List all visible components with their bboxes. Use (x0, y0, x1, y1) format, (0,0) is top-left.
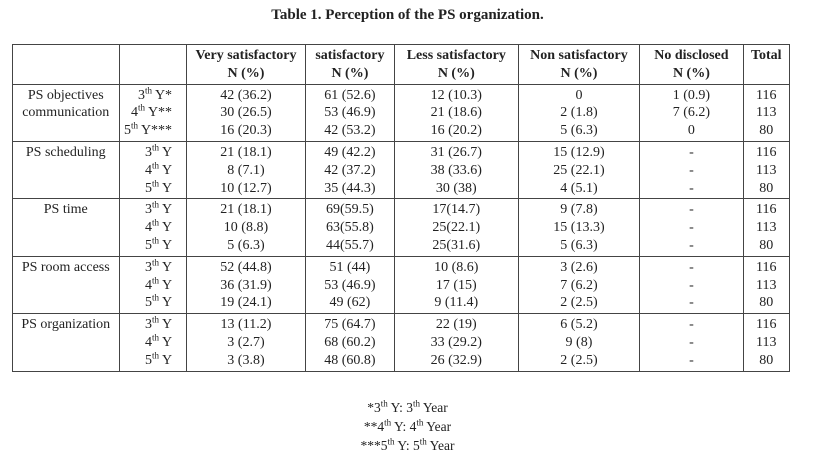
cell-value: - (689, 352, 694, 368)
cell-value: 26 (32.9) (430, 352, 482, 368)
cell-value: 51 (44) (329, 259, 371, 275)
cell-value: 38 (33.6) (430, 162, 482, 178)
cell-very-satisfactory (187, 84, 306, 141)
cell-value: 1 (0.9) (672, 87, 711, 103)
cell-value: 113 (756, 162, 777, 178)
row-label-line: PS room access (21, 259, 110, 275)
header-empty-label (13, 45, 120, 85)
row-label-line: PS scheduling (25, 144, 106, 160)
cell-value: 116 (756, 87, 777, 103)
cell-value: 6 (5.2) (560, 317, 598, 333)
cell-value: 4 (5.1) (560, 180, 598, 196)
header-total: Total (743, 45, 790, 85)
row-label-line: PS time (43, 202, 88, 218)
cell-less-satisfactory (394, 141, 518, 198)
cell-less-satisfactory (394, 199, 518, 256)
cell-value: 19 (24.1) (220, 295, 272, 311)
footnote-line: *3th Y: 3th Year (367, 398, 448, 415)
cell-very-satisfactory (187, 256, 306, 313)
cell-value: 42 (36.2) (220, 87, 272, 103)
cell-value: 0 (687, 123, 695, 139)
cell-no-disclosed (640, 256, 743, 313)
table-row (13, 199, 790, 256)
year-label: 3th Y (144, 314, 173, 333)
cell-value: 21 (18.1) (220, 202, 272, 218)
cell-value: 80 (759, 295, 774, 311)
cell-non-satisfactory (518, 141, 640, 198)
cell-value: 25 (22.1) (553, 162, 605, 178)
cell-value: - (689, 202, 694, 218)
cell-value: 15 (13.3) (553, 220, 605, 236)
cell-value: 12 (10.3) (430, 87, 482, 103)
cell-value: 44(55.7) (326, 237, 374, 253)
cell-very-satisfactory (187, 199, 306, 256)
cell-value: 116 (756, 259, 777, 275)
header-very-satisfactory: Very satisfactory N (%) (187, 45, 306, 85)
cell-value: 8 (7.1) (227, 162, 265, 178)
cell-value: 42 (37.2) (324, 162, 376, 178)
table-row (13, 314, 790, 371)
cell-value: 63(55.8) (326, 220, 374, 236)
cell-value: 80 (759, 123, 774, 139)
cell-value: 116 (756, 317, 777, 333)
cell-no-disclosed (640, 314, 743, 371)
row-label (13, 314, 120, 371)
cell-value: 10 (8.8) (223, 220, 269, 236)
cell-non-satisfactory (518, 84, 640, 141)
table-row (13, 256, 790, 313)
cell-total (743, 199, 790, 256)
cell-value: - (689, 220, 694, 236)
cell-value: 35 (44.3) (324, 180, 376, 196)
cell-value: 3 (2.7) (227, 334, 265, 350)
cell-value: 17(14.7) (432, 202, 481, 218)
cell-value: - (689, 334, 694, 350)
cell-value: 21 (18.1) (220, 144, 272, 160)
cell-value: 0 (575, 87, 583, 103)
cell-very-satisfactory (187, 314, 306, 371)
cell-value: - (689, 259, 694, 275)
cell-value: 113 (756, 334, 777, 350)
cell-value: 80 (759, 352, 774, 368)
cell-value: - (689, 180, 694, 196)
cell-total (743, 314, 790, 371)
cell-value: - (689, 295, 694, 311)
cell-value: 7 (6.2) (672, 105, 711, 121)
row-label (13, 84, 120, 141)
cell-less-satisfactory (394, 256, 518, 313)
header-less-satisfactory: Less satisfactory N (%) (394, 45, 518, 85)
year-label: 3th Y* (137, 84, 173, 103)
cell-satisfactory (305, 199, 394, 256)
cell-value: 75 (64.7) (324, 317, 376, 333)
cell-value: 30 (26.5) (220, 105, 272, 121)
cell-value: 49 (62) (329, 295, 371, 311)
cell-value: 113 (756, 277, 777, 293)
cell-satisfactory (305, 84, 394, 141)
row-label-line: PS objectives (27, 87, 104, 103)
cell-non-satisfactory (518, 314, 640, 371)
cell-value: 3 (3.8) (227, 352, 265, 368)
footnote-line: **4th Y: 4th Year (363, 417, 452, 434)
row-label (13, 256, 120, 313)
cell-value: 10 (12.7) (220, 180, 272, 196)
table-title: Table 1. Perception of the PS organization. (271, 7, 544, 23)
cell-value: 21 (18.6) (430, 105, 482, 121)
cell-value: 13 (11.2) (220, 317, 272, 333)
year-label: 3th Y (144, 142, 173, 160)
cell-value: 9 (7.8) (560, 202, 598, 218)
footnotes (0, 398, 815, 455)
cell-satisfactory (305, 314, 394, 371)
cell-value: - (689, 277, 694, 293)
cell-value: 116 (756, 202, 777, 218)
header-non-satisfactory: Non satisfactory N (%) (518, 45, 640, 85)
year-label: 4th Y (144, 332, 173, 350)
cell-value: 2 (1.8) (560, 105, 598, 121)
cell-value: 53 (46.9) (324, 277, 376, 293)
year-label: 5th Y (144, 350, 173, 368)
year-label: 5th Y (144, 235, 173, 253)
cell-no-disclosed (640, 84, 743, 141)
table-body (13, 84, 790, 371)
cell-value: 61 (52.6) (324, 87, 376, 103)
cell-value: 15 (12.9) (553, 144, 605, 160)
cell-satisfactory (305, 256, 394, 313)
cell-non-satisfactory (518, 256, 640, 313)
row-label-line: communication (22, 105, 110, 121)
cell-value: - (689, 162, 694, 178)
cell-value: 80 (759, 180, 774, 196)
cell-value: 2 (2.5) (560, 352, 598, 368)
year-label: 4th Y** (130, 102, 173, 121)
header-satisfactory: satisfactory N (%) (305, 45, 394, 85)
cell-value: 30 (38) (435, 180, 477, 196)
year-cell (119, 256, 187, 313)
table-row (13, 84, 790, 141)
header-no-disclosed: No disclosed N (%) (640, 45, 743, 85)
cell-total (743, 141, 790, 198)
cell-value: 68 (60.2) (324, 334, 376, 350)
cell-value: - (689, 317, 694, 333)
cell-no-disclosed (640, 199, 743, 256)
cell-value: 31 (26.7) (430, 144, 482, 160)
cell-value: 53 (46.9) (324, 105, 376, 121)
cell-value: 80 (759, 237, 774, 253)
cell-value: 25(22.1) (432, 220, 481, 236)
cell-value: 22 (19) (435, 317, 477, 333)
table-row (13, 141, 790, 198)
cell-value: 5 (6.3) (560, 237, 598, 253)
cell-value: - (689, 144, 694, 160)
cell-value: 113 (756, 220, 777, 236)
year-cell (119, 141, 187, 198)
cell-value: 3 (2.6) (560, 259, 598, 275)
cell-value: 33 (29.2) (430, 334, 482, 350)
cell-value: 9 (11.4) (434, 295, 479, 311)
cell-value: 16 (20.2) (430, 123, 482, 139)
year-cell (119, 199, 187, 256)
cell-total (743, 256, 790, 313)
row-label-line: PS organization (21, 317, 111, 333)
cell-value: 9 (8) (565, 334, 593, 350)
cell-value: 36 (31.9) (220, 277, 272, 293)
cell-value: 5 (6.3) (227, 237, 265, 253)
cell-value: 42 (53.2) (324, 123, 376, 139)
cell-value: 69(59.5) (326, 202, 374, 218)
cell-value: 17 (15) (435, 277, 477, 293)
cell-value: 48 (60.8) (324, 352, 376, 368)
cell-non-satisfactory (518, 199, 640, 256)
perception-table (12, 44, 790, 372)
year-label: 5th Y*** (123, 120, 173, 139)
year-label: 4th Y (144, 217, 173, 236)
cell-value: 10 (8.6) (434, 259, 479, 275)
cell-value: 113 (756, 105, 777, 121)
cell-value: 2 (2.5) (560, 295, 598, 311)
cell-value: 16 (20.3) (220, 123, 272, 139)
cell-less-satisfactory (394, 314, 518, 371)
cell-value: 5 (6.3) (560, 123, 598, 139)
row-label (13, 141, 120, 198)
cell-value: 25(31.6) (432, 237, 481, 253)
cell-value: 116 (756, 144, 777, 160)
year-label: 4th Y (144, 274, 173, 293)
cell-less-satisfactory (394, 84, 518, 141)
year-label: 3th Y (144, 199, 173, 218)
year-label: 4th Y (144, 160, 173, 178)
year-label: 5th Y (144, 177, 173, 196)
cell-value: 7 (6.2) (560, 277, 598, 293)
footnote-line: ***5th Y: 5th Year (360, 436, 455, 453)
cell-total (743, 84, 790, 141)
cell-no-disclosed (640, 141, 743, 198)
year-label: 5th Y (144, 292, 173, 311)
cell-value: 52 (44.8) (220, 259, 272, 275)
year-label: 3th Y (144, 257, 173, 275)
cell-very-satisfactory (187, 141, 306, 198)
year-cell (119, 314, 187, 371)
cell-satisfactory (305, 141, 394, 198)
row-label (13, 199, 120, 256)
cell-value: 49 (42.2) (324, 144, 376, 160)
year-cell (119, 84, 187, 141)
header-empty-year (119, 45, 187, 85)
header-row (13, 45, 790, 85)
cell-value: - (689, 237, 694, 253)
